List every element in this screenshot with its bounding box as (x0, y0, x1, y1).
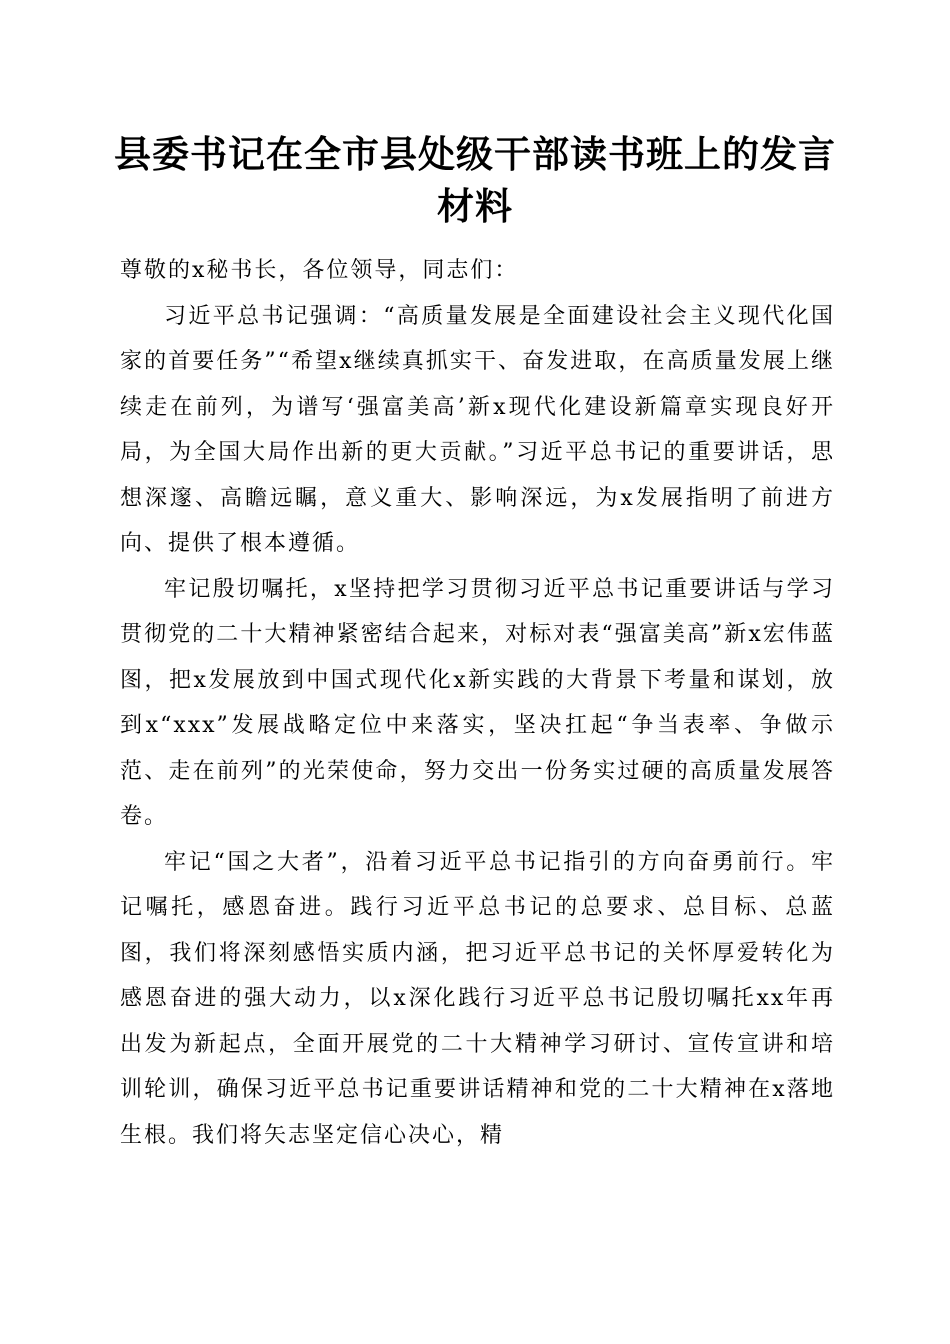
paragraph: 牢记殷切嘱托，x坚持把学习贯彻习近平总书记重要讲话与学习贯彻党的二十大精神紧密结合起来，对标对表“强富美高”新x宏伟蓝图，把x发展放到中国式现代化x新实践的大背景下考量和谋划，放到x“xxx”发展战略定位中来落实，坚决扛起“争当表率、争做示范、走在前列”的光荣使命，努力交出一份务实过硬的高质量发展答卷。 (120, 576, 835, 829)
document-title: 县委书记在全市县处级干部读书班上的发言材料 (114, 132, 836, 228)
paragraph: 牢记“国之大者”，沿着习近平总书记指引的方向奋勇前行。牢记嘱托，感恩奋进。践行习近平总书记的总要求、总目标、总蓝图，我们将深刻感悟实质内涵，把习近平总书记的关怀厚爱转化为感恩奋进的强大动力，以x深化践行习近平总书记殷切嘱托xx年再出发为新起点，全面开展党的二十大精神学习研讨、宣传宣讲和培训轮训，确保习近平总书记重要讲话精神和党的二十大精神在x落地生根。我们将矢志坚定信心决心，精 (120, 849, 835, 1148)
paragraph: 习近平总书记强调：“高质量发展是全面建设社会主义现代化国家的首要任务”“希望x继续真抓实干、奋发进取，在高质量发展上继续走在前列，为谱写‘强富美高’新x现代化建设新篇章实现良好开局，为全国大局作出新的更大贡献。”习近平总书记的重要讲话，思想深邃、高瞻远瞩，意义重大、影响深远，为x发展指明了前进方向、提供了根本遵循。 (120, 303, 835, 556)
salutation: 尊敬的x秘书长，各位领导，同志们： (120, 258, 519, 283)
document-body (120, 248, 835, 1158)
